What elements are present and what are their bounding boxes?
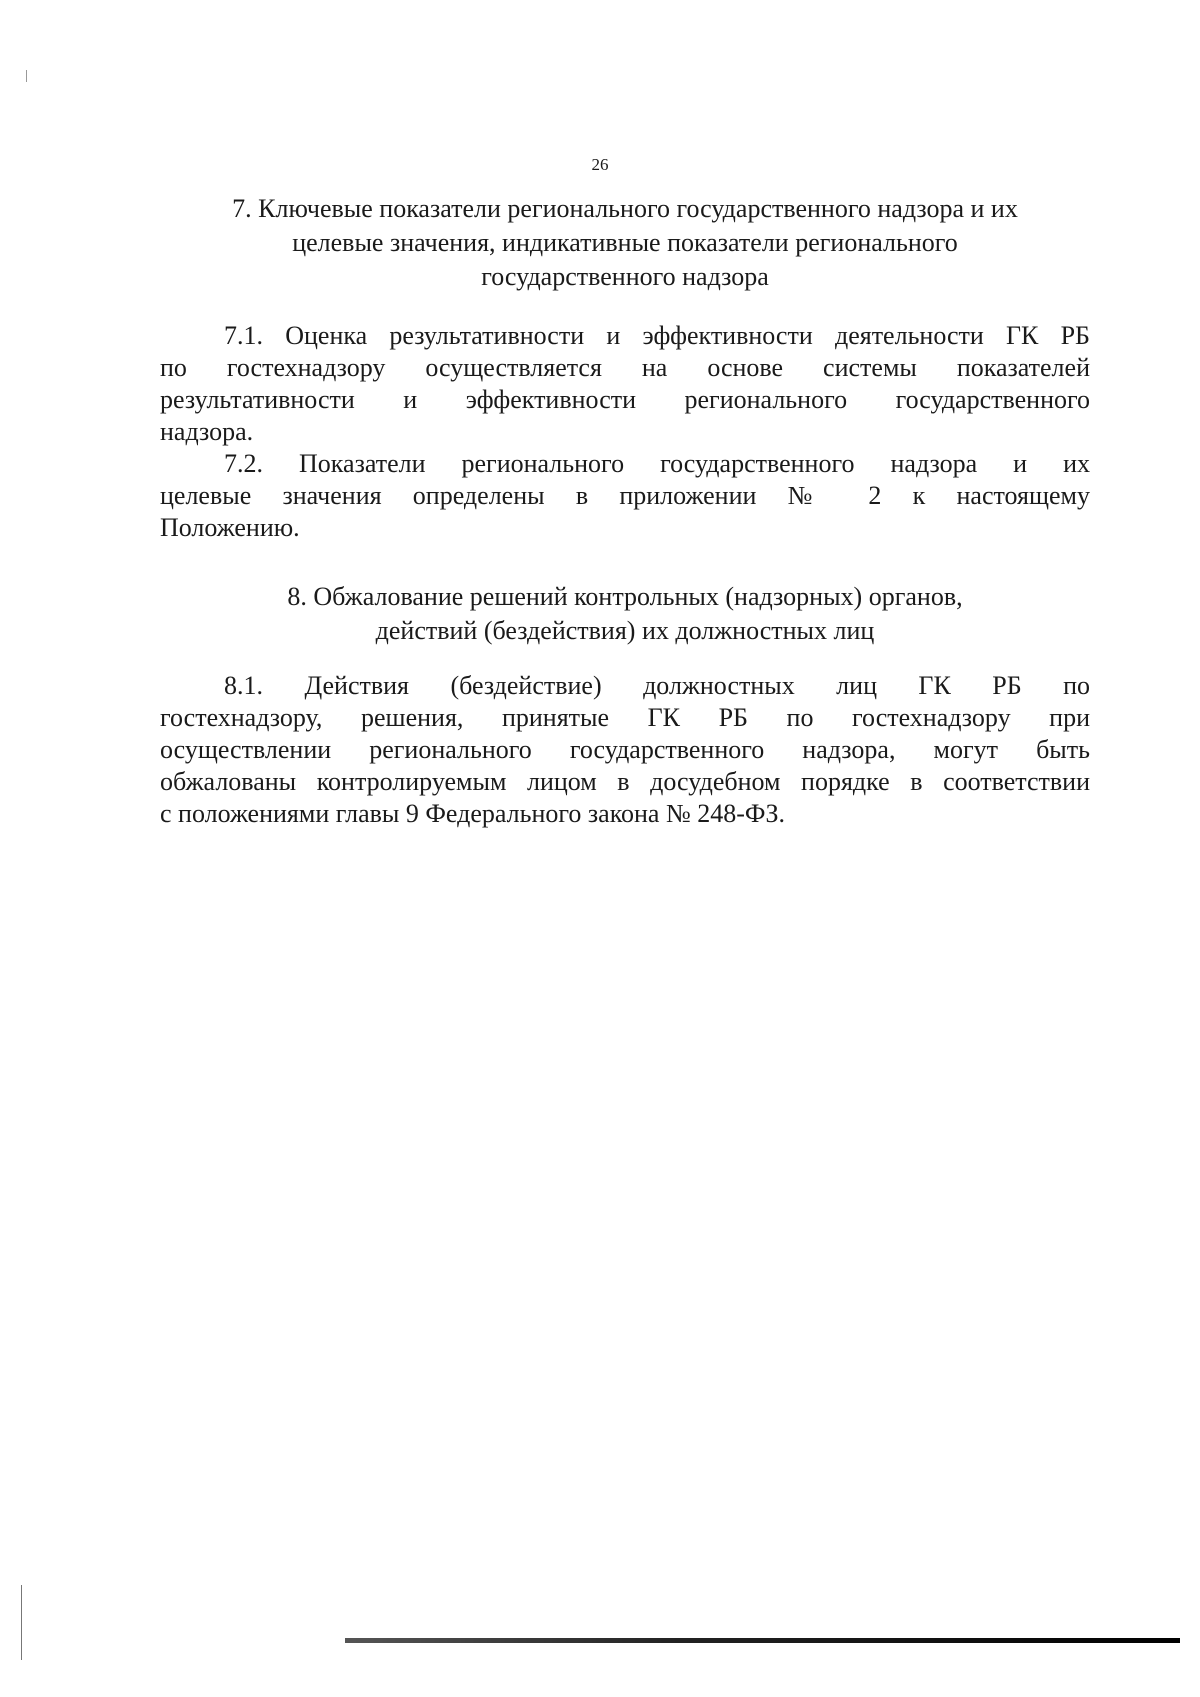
scan-edge-line [21,1585,22,1660]
paragraph-8-1 [160,670,1090,830]
paragraph-line: с положениями главы 9 Федерального закона № 248-ФЗ. [160,799,786,828]
paragraph-line: Положению. [160,513,300,542]
section-7-heading [160,192,1090,294]
scan-artifact-mark [26,70,27,82]
paragraph-line: 8.1. Действия (бездействие) должностных лиц ГК РБ по [224,671,1090,700]
paragraph-7-2 [160,448,1090,544]
heading-line: 8. Обжалование решений контрольных (надзорных) органов, [287,582,963,611]
scan-bottom-bar [345,1638,1180,1643]
section-8-heading [160,580,1090,648]
heading-line: 7. Ключевые показатели регионального государственного надзора и их [232,194,1018,223]
paragraph-line: 7.2. Показатели регионального государственного надзора и их [224,449,1090,478]
heading-line: действий (бездействия) их должностных лиц [375,616,875,645]
paragraph-7-1 [160,320,1090,448]
paragraph-line: 7.1. Оценка результативности и эффективности деятельности ГК РБ [224,321,1090,350]
paragraph-line: обжалованы контролируемым лицом в досудебном порядке в соответствии [160,767,1090,796]
paragraph-line: гостехнадзору, решения, принятые ГК РБ по гостехнадзору при [160,703,1090,732]
heading-line: целевые значения, индикативные показатели регионального [292,228,958,257]
paragraph-line: надзора. [160,417,254,446]
paragraph-line: по гостехнадзору осуществляется на основе системы показателей [160,353,1090,382]
paragraph-line: результативности и эффективности регионального государственного [160,385,1090,414]
heading-line: государственного надзора [481,262,769,291]
paragraph-line: осуществлении регионального государственного надзора, могут быть [160,735,1090,764]
page-number: 26 [591,155,609,174]
paragraph-line: целевые значения определены в приложении № 2 к настоящему [160,481,1090,510]
